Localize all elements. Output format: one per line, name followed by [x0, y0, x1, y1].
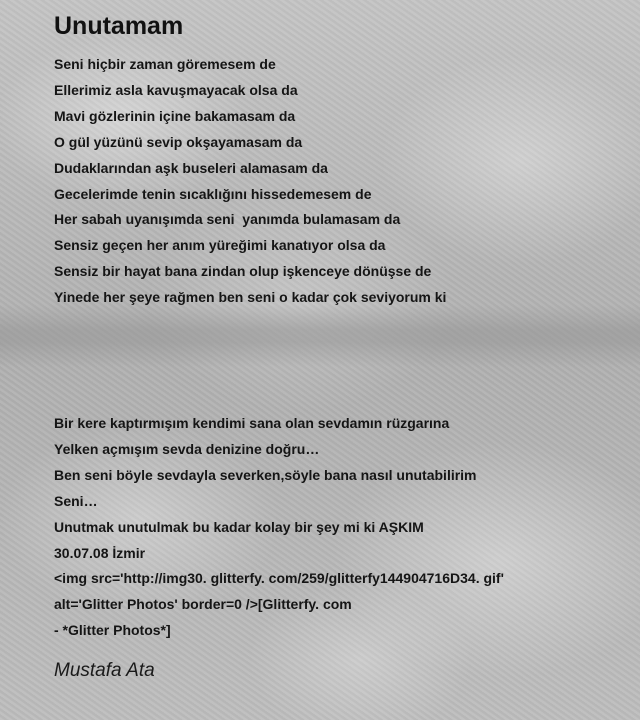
stanza-1 [54, 52, 446, 311]
poem-line: Seni hiçbir zaman göremesem de [54, 56, 276, 72]
stanza-2 [54, 411, 504, 644]
poem-line: - *Glitter Photos*] [54, 622, 171, 639]
poem-line: O gül yüzünü sevip okşayamasam da [54, 133, 303, 150]
poem-line: Mavi gözlerinin içine bakamasam da [54, 107, 296, 124]
poem-line: Ellerimiz asla kavuşmayacak olsa da [54, 81, 298, 98]
poem-line: Yinede her şeye rağmen ben seni o kadar çok seviyorum ki [54, 289, 447, 306]
poem-author: Mustafa Ata [54, 660, 155, 681]
poem-line: Her sabah uyanışımda seni yanımda bulamasam da [54, 211, 401, 228]
poem-title: Unutamam [54, 12, 184, 40]
poem-line: Bir kere kaptırmışım kendimi sana olan sevdamın rüzgarına [54, 415, 450, 431]
poem-line: Yelken açmışım sevda denizine doğru… [54, 440, 320, 457]
poem-line: Dudaklarından aşk buseleri alamasam da [54, 159, 328, 176]
poem-line: <img src='http://img30. glitterfy. com/259/glitterfy144904716D34. gif' [54, 570, 504, 587]
poem-line: Gecelerimde tenin sıcaklığını hissedemesem de [54, 185, 372, 202]
poem-line: Unutmak unutulmak bu kadar kolay bir şey mi ki AŞKIM [54, 518, 424, 535]
poem-line: Ben seni böyle sevdayla severken,söyle bana nasıl unutabilirim [54, 466, 477, 483]
background-band [0, 305, 640, 367]
poem-line: Sensiz geçen her anım yüreğimi kanatıyor olsa da [54, 237, 386, 254]
poem-line: alt='Glitter Photos' border=0 />[Glitterfy. com [54, 596, 352, 613]
poem-line: Sensiz bir hayat bana zindan olup işkenceye dönüşse de [54, 263, 432, 280]
poem-date-line: 30.07.08 İzmir [54, 544, 146, 561]
poem-line: Seni… [54, 492, 98, 509]
